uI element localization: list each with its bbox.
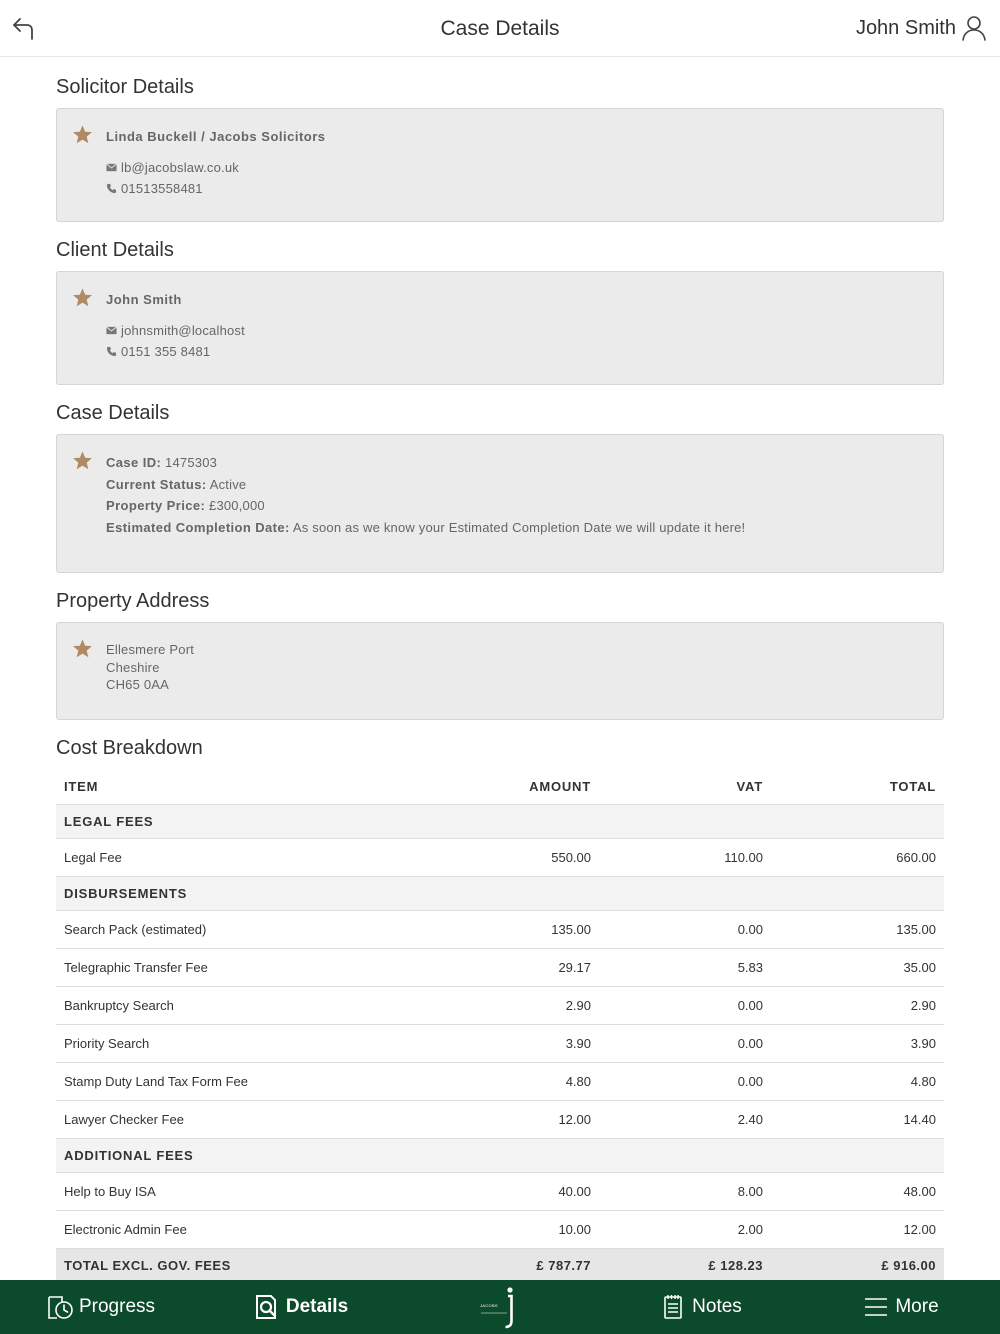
cell-item: Lawyer Checker Fee	[56, 1100, 416, 1138]
price-row	[106, 495, 943, 517]
tab-progress[interactable]	[0, 1280, 200, 1334]
solicitor-phone-row[interactable]	[106, 178, 943, 200]
cell-amount: 2.90	[416, 986, 599, 1024]
star-icon	[72, 638, 93, 659]
total-amount: £ 787.77	[416, 1248, 599, 1280]
case-heading: Case Details	[56, 402, 170, 424]
solicitor-email[interactable]: lb@jacobslaw.co.uk	[121, 159, 239, 175]
cell-amount: 4.80	[416, 1062, 599, 1100]
address-line-3: CH65 0AA	[106, 677, 170, 692]
cell-total: 3.90	[771, 1024, 944, 1062]
completion-row	[106, 517, 943, 539]
cell-vat: 0.00	[599, 1062, 771, 1100]
price-value: £300,000	[209, 498, 265, 513]
status-row	[106, 474, 943, 496]
address-line-1: Ellesmere Port	[106, 642, 195, 657]
case-card	[56, 434, 944, 573]
group-label: ADDITIONAL FEES	[56, 1138, 944, 1172]
progress-clock-icon	[45, 1292, 75, 1322]
cell-amount: 3.90	[416, 1024, 599, 1062]
table-row	[56, 838, 944, 876]
group-label: DISBURSEMENTS	[56, 876, 944, 910]
notes-icon	[658, 1292, 688, 1322]
cell-total: 12.00	[771, 1210, 944, 1248]
group-label: LEGAL FEES	[56, 804, 944, 838]
client-phone-row[interactable]	[106, 341, 943, 363]
column-header-amount: AMOUNT	[529, 778, 591, 794]
case-id-value: 1475303	[165, 455, 218, 470]
details-search-doc-icon	[252, 1292, 282, 1322]
cell-vat: 110.00	[599, 838, 771, 876]
client-heading: Client Details	[56, 239, 174, 261]
cell-total: 48.00	[771, 1172, 944, 1210]
cost-table	[56, 769, 944, 1280]
solicitor-name: Linda Buckell / Jacobs Solicitors	[106, 129, 326, 144]
total-row	[56, 1248, 944, 1280]
star-icon	[72, 287, 93, 308]
solicitor-phone[interactable]: 01513558481	[121, 181, 203, 196]
tab-notes-label: Notes	[692, 1296, 742, 1317]
address-line-2: Cheshire	[106, 659, 160, 675]
cell-item: Help to Buy ISA	[56, 1172, 416, 1210]
tab-more-label: More	[895, 1296, 939, 1317]
cell-total: 14.40	[771, 1100, 944, 1138]
cell-item: Stamp Duty Land Tax Form Fee	[56, 1062, 416, 1100]
user-name: John Smith	[855, 16, 956, 39]
table-row	[56, 1062, 944, 1100]
table-row	[56, 1210, 944, 1248]
star-icon	[72, 124, 93, 145]
tab-progress-label: Progress	[78, 1296, 156, 1317]
client-email-row[interactable]	[106, 320, 943, 342]
status-label: Current Status:	[106, 476, 207, 492]
tab-home-logo[interactable]	[400, 1280, 600, 1334]
total-vat: £ 128.23	[599, 1248, 771, 1280]
cell-item: Telegraphic Transfer Fee	[56, 948, 416, 986]
total-total: £ 916.00	[771, 1248, 944, 1280]
cell-total: 660.00	[771, 838, 944, 876]
solicitor-heading: Solicitor Details	[56, 76, 194, 98]
cell-amount: 10.00	[416, 1210, 599, 1248]
column-header-total: TOTAL	[889, 778, 936, 794]
envelope-icon	[106, 162, 117, 173]
cell-vat: 8.00	[599, 1172, 771, 1210]
price-label: Property Price:	[106, 498, 206, 513]
star-icon	[72, 450, 93, 471]
phone-icon	[106, 346, 117, 357]
main-content[interactable]	[56, 57, 944, 1280]
group-row-additional	[56, 1138, 944, 1172]
table-row	[56, 1024, 944, 1062]
cell-vat: 0.00	[599, 1024, 771, 1062]
cost-heading: Cost Breakdown	[56, 737, 203, 759]
hamburger-menu-icon	[861, 1292, 891, 1322]
logo-text: JACOBS	[480, 1302, 498, 1308]
cell-total: 2.90	[771, 986, 944, 1024]
solicitor-card	[56, 108, 944, 222]
table-row	[56, 1172, 944, 1210]
cell-vat: 0.00	[599, 910, 771, 948]
total-label: TOTAL EXCL. GOV. FEES	[56, 1248, 416, 1280]
case-id-label: Case ID:	[106, 455, 162, 470]
cell-total: 135.00	[771, 910, 944, 948]
phone-icon	[106, 183, 117, 194]
page-title: Case Details	[440, 17, 560, 40]
envelope-icon	[106, 325, 117, 336]
cell-total: 4.80	[771, 1062, 944, 1100]
group-row-disbursements	[56, 876, 944, 910]
completion-value: As soon as we know your Estimated Completion Date we will update it here!	[292, 519, 746, 535]
tab-details-label: Details	[285, 1296, 349, 1317]
tab-details[interactable]	[200, 1280, 400, 1334]
cell-amount: 12.00	[416, 1100, 599, 1138]
table-row	[56, 986, 944, 1024]
client-card	[56, 271, 944, 385]
cell-amount: 29.17	[416, 948, 599, 986]
tab-notes[interactable]	[600, 1280, 800, 1334]
cell-amount: 135.00	[416, 910, 599, 948]
user-menu[interactable]	[856, 13, 988, 43]
cell-item: Bankruptcy Search	[56, 986, 416, 1024]
client-name: John Smith	[106, 292, 182, 307]
case-id-row	[106, 452, 943, 474]
table-row	[56, 910, 944, 948]
tab-more[interactable]	[800, 1280, 1000, 1334]
cell-item: Electronic Admin Fee	[56, 1210, 416, 1248]
table-row	[56, 948, 944, 986]
column-header-item: ITEM	[64, 778, 99, 794]
cell-amount: 550.00	[416, 838, 599, 876]
cell-item: Priority Search	[56, 1024, 416, 1062]
table-row	[56, 1100, 944, 1138]
bottom-tab-bar	[0, 1280, 1000, 1334]
group-row-legal	[56, 804, 944, 838]
cell-vat: 2.40	[599, 1100, 771, 1138]
table-header-row	[56, 769, 944, 804]
cell-vat: 0.00	[599, 986, 771, 1024]
client-email[interactable]: johnsmith@localhost	[121, 322, 245, 338]
cell-vat: 2.00	[599, 1210, 771, 1248]
status-value: Active	[209, 476, 247, 492]
top-bar	[0, 0, 1000, 57]
cell-item: Search Pack (estimated)	[56, 910, 416, 948]
user-icon	[960, 14, 988, 42]
property-card	[56, 622, 944, 720]
completion-label: Estimated Completion Date:	[106, 519, 290, 535]
column-header-vat: VAT	[736, 778, 763, 794]
solicitor-email-row[interactable]	[106, 157, 943, 179]
property-heading: Property Address	[56, 590, 210, 612]
cell-total: 35.00	[771, 948, 944, 986]
cell-amount: 40.00	[416, 1172, 599, 1210]
cell-item: Legal Fee	[56, 838, 416, 876]
client-phone[interactable]: 0151 355 8481	[121, 344, 211, 359]
cell-vat: 5.83	[599, 948, 771, 986]
